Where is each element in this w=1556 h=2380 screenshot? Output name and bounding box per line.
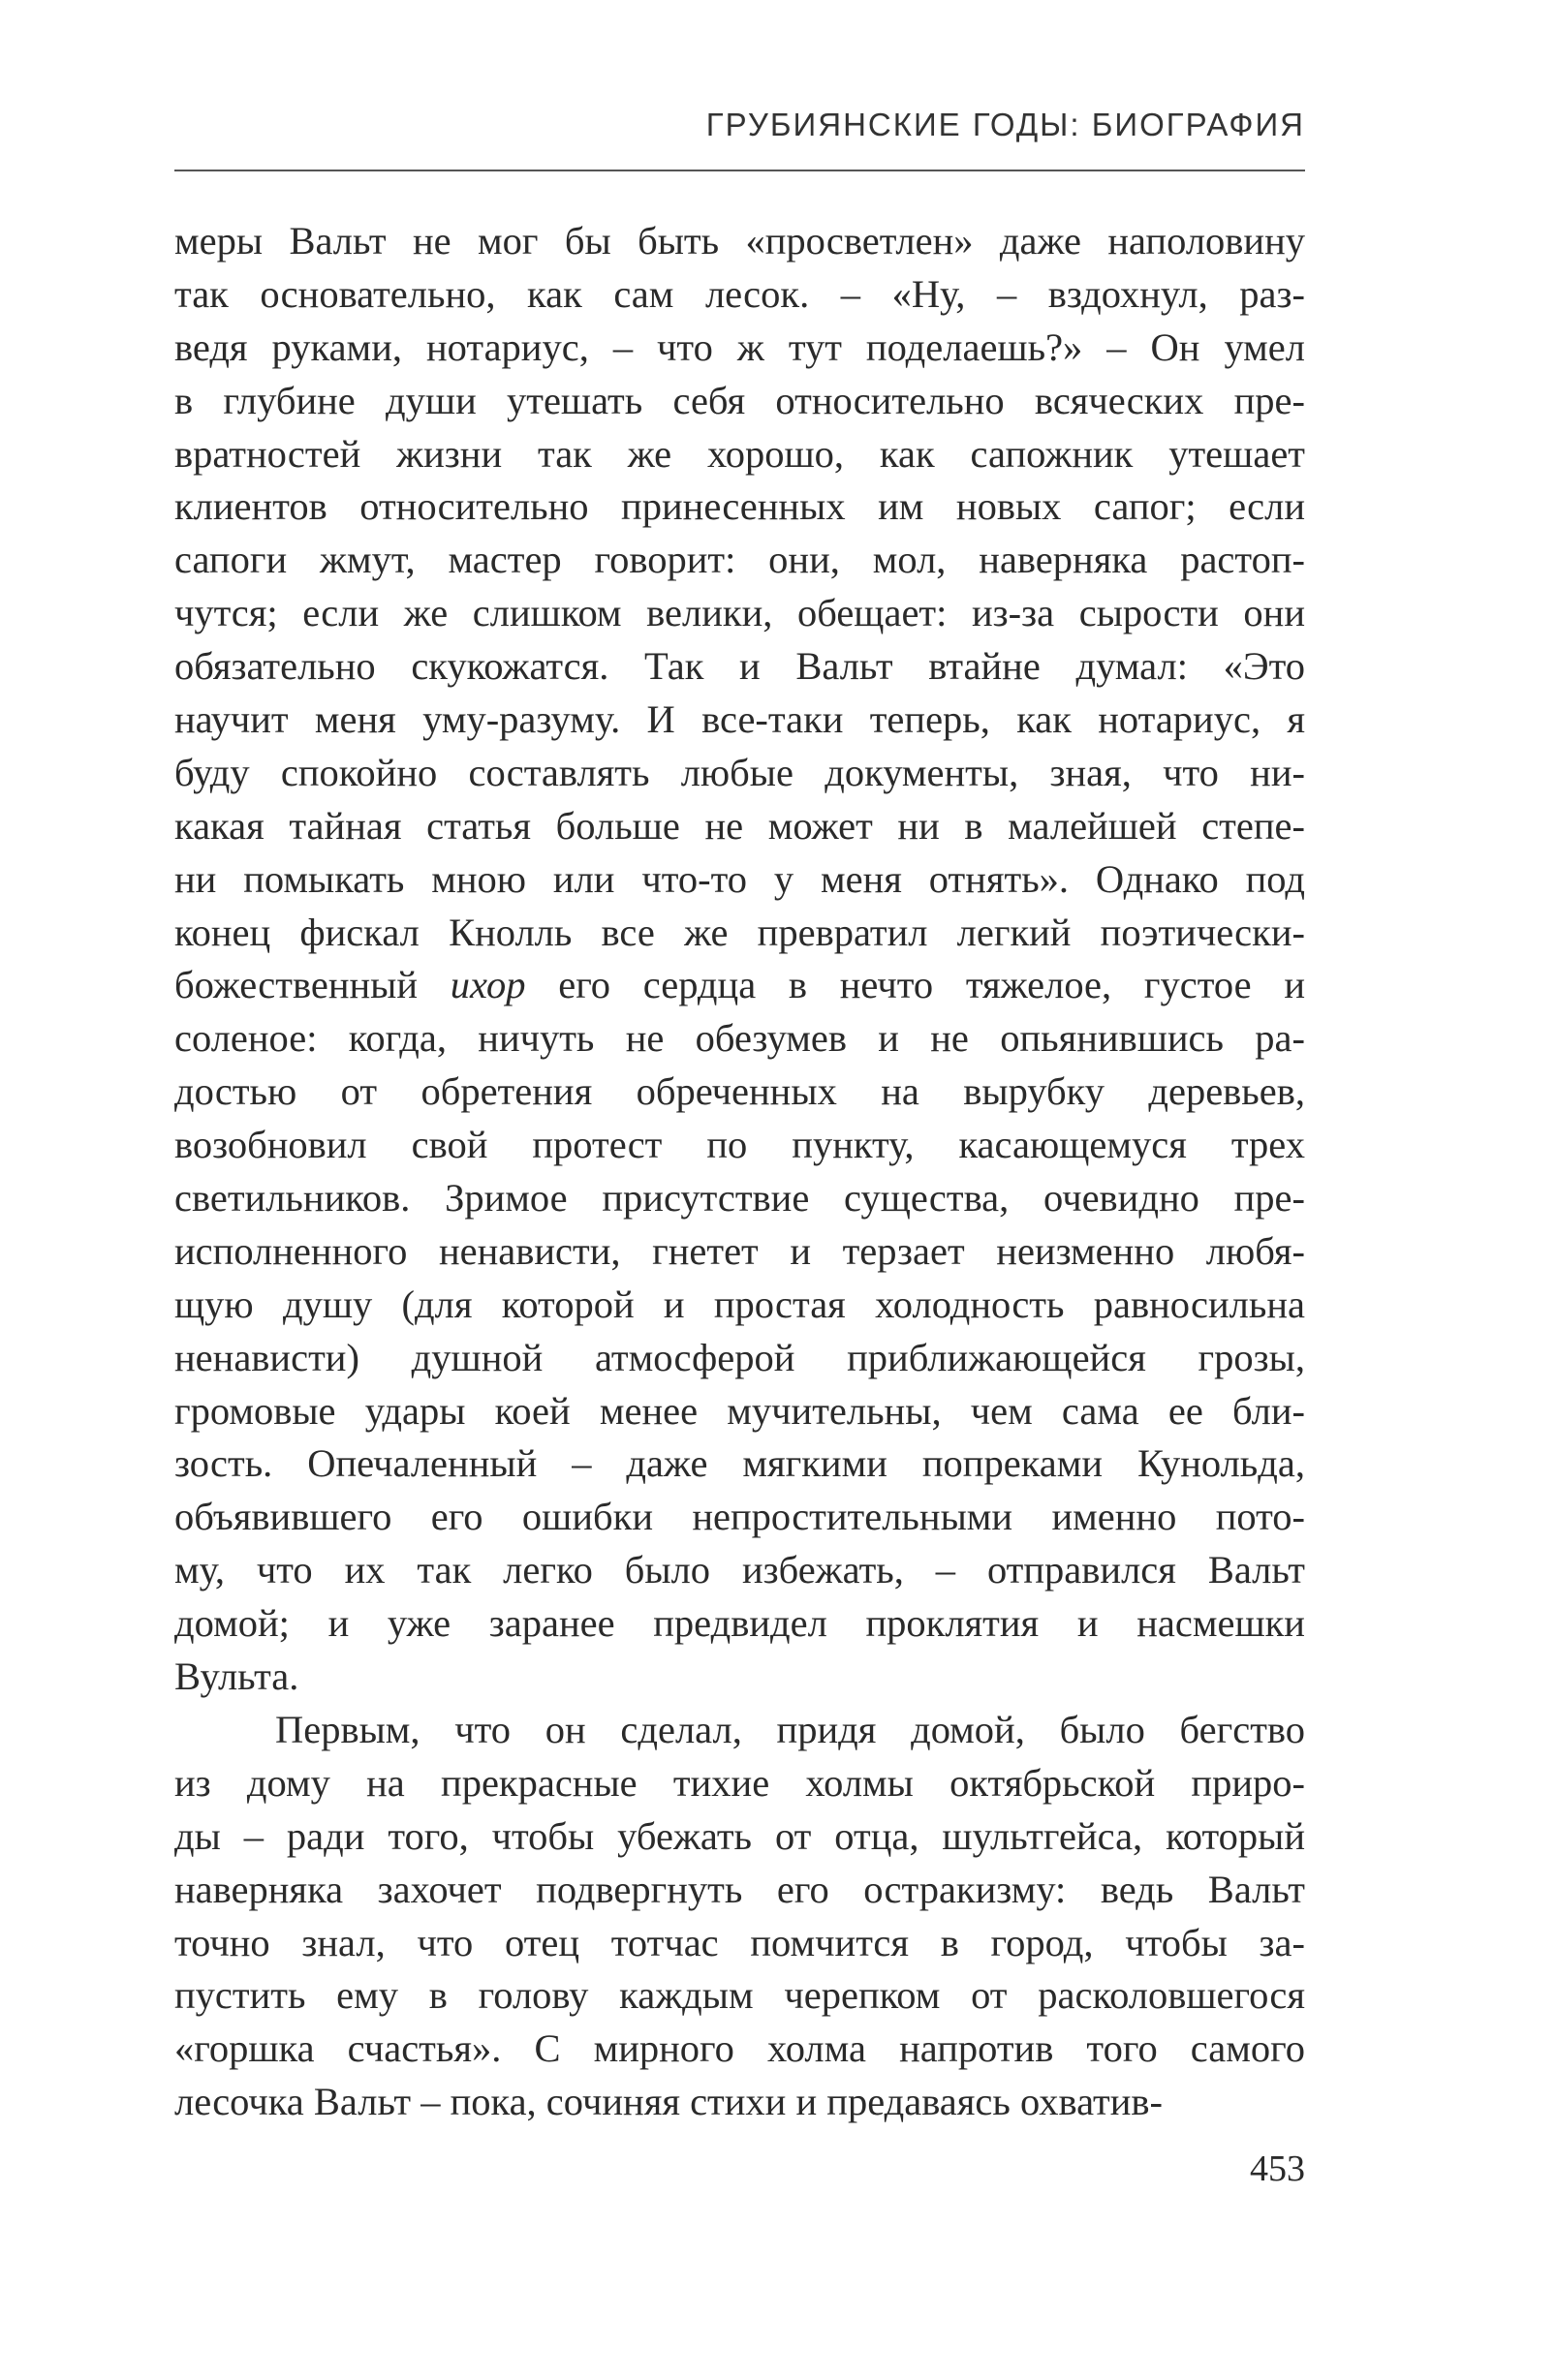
text-line: Первым, что он сделал, придя домой, было бегство bbox=[275, 1707, 1305, 1751]
text-line: «горшка счастья». С мирного холма напротив того самого bbox=[174, 2026, 1305, 2071]
running-head: ГРУБИЯНСКИЕ ГОДЫ: БИОГРАФИЯ bbox=[705, 107, 1305, 142]
text-line: буду спокойно составлять любые документы, зная, что ни- bbox=[174, 750, 1305, 794]
text-line: клиентов относительно принесенных им новых сапог; если bbox=[174, 484, 1305, 529]
text-line: ведя руками, нотариус, – что ж тут поделаешь?» – Он умел bbox=[174, 325, 1305, 369]
text-line: зость. Опечаленный – даже мягкими попреками Кунольда, bbox=[174, 1441, 1305, 1486]
text-line: домой; и уже заранее предвидел проклятия и насмешки bbox=[174, 1601, 1305, 1646]
text-line: соленое: когда, ничуть не обезумев и не опьянившись ра- bbox=[174, 1016, 1305, 1061]
page-number: 453 bbox=[1250, 2148, 1305, 2189]
paragraph bbox=[174, 215, 1305, 1704]
header-rule bbox=[174, 170, 1305, 171]
text-line: светильников. Зримое присутствие существа, очевидно пре- bbox=[174, 1176, 1305, 1221]
text-line: научит меня уму-разуму. И все-таки теперь, как нотариус, я bbox=[174, 697, 1305, 742]
text-line: ды – ради того, чтобы убежать от отца, шультгейса, который bbox=[174, 1813, 1305, 1858]
text-line: лесочка Вальт – пока, сочиняя стихи и предаваясь охватив- bbox=[174, 2080, 1163, 2124]
text-line: громовые удары коей менее мучительны, чем сама ее бли- bbox=[174, 1388, 1305, 1433]
text-line: ненависти) душной атмосферой приближающейся грозы, bbox=[174, 1335, 1305, 1379]
text-line: му, что их так легко было избежать, – отправился Вальт bbox=[174, 1548, 1305, 1592]
text-run: божественный bbox=[174, 963, 451, 1007]
text-line: какая тайная статья больше не может ни в малейшей степе- bbox=[174, 803, 1305, 848]
text-line: точно знал, что отец тотчас помчится в город, чтобы за- bbox=[174, 1920, 1305, 1964]
text-line: исполненного ненависти, гнетет и терзает неизменно любя- bbox=[174, 1228, 1305, 1273]
text-line: наверняка захочет подвергнуть его остракизму: ведь Вальт bbox=[174, 1867, 1305, 1911]
text-line: меры Вальт не мог бы быть «просветлен» даже наполовину bbox=[174, 219, 1305, 263]
text-line: достью от обретения обреченных на вырубку деревьев, bbox=[174, 1069, 1305, 1114]
text-line: из дому на прекрасные тихие холмы октябрьской приро- bbox=[174, 1760, 1305, 1805]
text-line: чутся; если же слишком велики, обещает: из-за сырости они bbox=[174, 591, 1305, 635]
text-line: Вульта. bbox=[174, 1654, 299, 1699]
text-line: возобновил свой протест по пункту, касающемуся трех bbox=[174, 1123, 1305, 1167]
text-line: вратностей жизни так же хорошо, как сапожник утешает bbox=[174, 431, 1305, 476]
text-line: обязательно скукожатся. Так и Вальт втайне думал: «Это bbox=[174, 644, 1305, 689]
italic-term: ихор bbox=[450, 963, 526, 1007]
paragraph bbox=[174, 1704, 1305, 2129]
text-line bbox=[174, 959, 1305, 1012]
body-text bbox=[174, 215, 1305, 2129]
text-line: щую душу (для которой и простая холодность равносильна bbox=[174, 1282, 1305, 1326]
text-run: его сердца в нечто тяжелое, густое и bbox=[525, 963, 1305, 1007]
text-line: в глубине души утешать себя относительно всяческих пре- bbox=[174, 378, 1305, 422]
text-line: ни помыкать мною или что-то у меня отнять». Однако под bbox=[174, 856, 1305, 901]
text-line: сапоги жмут, мастер говорит: они, мол, наверняка растоп- bbox=[174, 538, 1305, 582]
text-line: объявившего его ошибки непростительными именно пото- bbox=[174, 1495, 1305, 1539]
text-line: так основательно, как сам лесок. – «Ну, – вздохнул, раз- bbox=[174, 271, 1305, 316]
text-line: пустить ему в голову каждым черепком от расколовшегося bbox=[174, 1973, 1305, 2018]
text-line: конец фискал Кнолль все же превратил легкий поэтически- bbox=[174, 910, 1305, 954]
